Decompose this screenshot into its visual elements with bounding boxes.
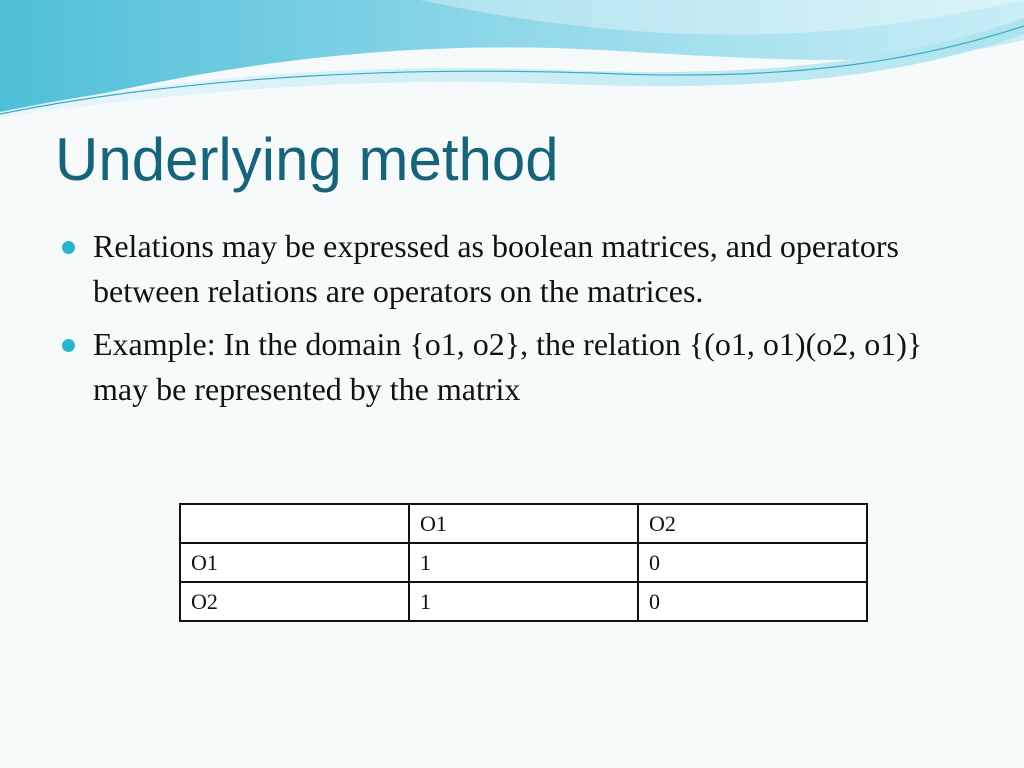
table-header-row xyxy=(180,504,867,543)
bullet-list xyxy=(62,224,942,420)
bullet-dot-icon xyxy=(62,241,75,254)
table-cell: O2 xyxy=(638,504,867,543)
table-cell: O1 xyxy=(180,543,409,582)
header-wave-decoration xyxy=(0,0,1024,120)
table-row xyxy=(180,582,867,621)
table-cell: O1 xyxy=(409,504,638,543)
slide-title: Underlying method xyxy=(55,126,559,193)
table-cell: 1 xyxy=(409,582,638,621)
relation-matrix-table xyxy=(179,503,868,622)
table-cell: 0 xyxy=(638,543,867,582)
table-cell xyxy=(180,504,409,543)
table-cell: O2 xyxy=(180,582,409,621)
bullet-item xyxy=(62,322,942,412)
bullet-text: Example: In the domain {o1, o2}, the relation {(o1, o1)(o2, o1)} may be represented by the matrix xyxy=(93,326,923,407)
table-cell: 1 xyxy=(409,543,638,582)
bullet-text: Relations may be expressed as boolean matrices, and operators between relations are operators on the matrices. xyxy=(93,228,899,309)
bullet-item xyxy=(62,224,942,314)
table-row xyxy=(180,543,867,582)
table-cell: 0 xyxy=(638,582,867,621)
bullet-dot-icon xyxy=(62,339,75,352)
